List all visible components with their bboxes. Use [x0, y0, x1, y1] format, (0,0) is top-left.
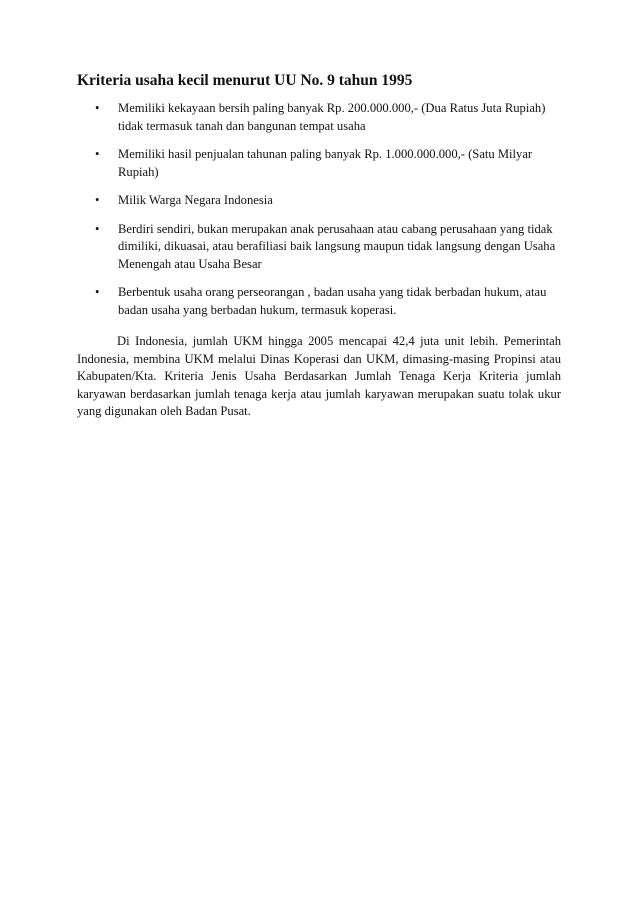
list-item-text: Berbentuk usaha orang perseorangan , badan usaha yang tidak berbadan hukum, atau badan usaha yang berbadan hukum, termasuk koperasi.: [118, 285, 547, 317]
bullet-icon: •: [95, 101, 100, 115]
section-heading: Kriteria usaha kecil menurut UU No. 9 tahun 1995: [77, 72, 413, 89]
list-item: [77, 192, 567, 210]
bullet-icon: •: [95, 193, 100, 207]
list-item: [77, 284, 567, 319]
criteria-list: [77, 100, 567, 330]
list-item-text: Berdiri sendiri, bukan merupakan anak perusahaan atau cabang perusahaan yang tidak dimiliki, dikuasai, atau berafiliasi baik langsung maupun tidak langsung dengan Usaha Menengah atau Usaha Besar: [118, 221, 556, 271]
bullet-icon: •: [95, 221, 100, 236]
body-paragraph: Di Indonesia, jumlah UKM hingga 2005 mencapai 42,4 juta unit lebih. Pemerintah Indonesia, membina UKM melalui Dinas Koperasi dan UKM, dimasing-masing Propinsi atau Kabupaten/Kta. Kriteria Jenis Usaha Berdasarkan Jumlah Tenaga Kerja Kriteria jumlah karyawan berdasarkan jumlah tenaga kerja atau jumlah karyawan merupakan suatu tolak ukur yang digunakan oleh Badan Pusat.: [77, 334, 561, 418]
list-item: [77, 100, 567, 135]
list-item: [77, 146, 567, 181]
list-item-text: Milik Warga Negara Indonesia: [118, 193, 273, 207]
list-item-text: Memiliki kekayaan bersih paling banyak Rp. 200.000.000,- (Dua Ratus Juta Rupiah) tidak termasuk tanah dan bangunan tempat usaha: [118, 101, 546, 133]
list-item: [77, 221, 567, 274]
bullet-icon: •: [95, 147, 100, 161]
bullet-icon: •: [95, 285, 100, 299]
list-item-text: Memiliki hasil penjualan tahunan paling banyak Rp. 1.000.000.000,- (Satu Milyar Rupiah): [118, 147, 533, 179]
